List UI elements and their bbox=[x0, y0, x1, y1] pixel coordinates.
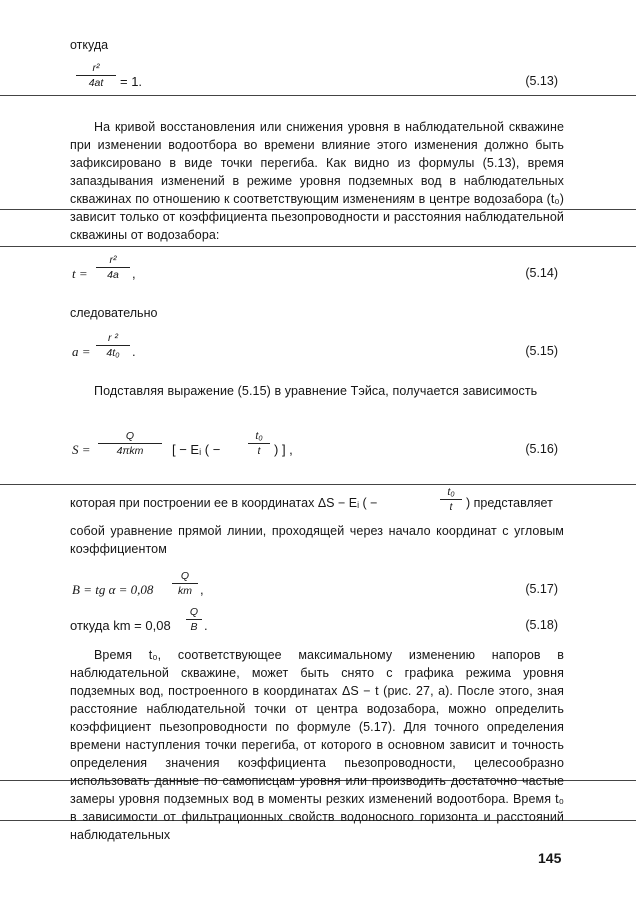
fraction bbox=[96, 254, 130, 281]
fraction-bar bbox=[96, 345, 130, 346]
denominator: 4at bbox=[88, 77, 104, 89]
numerator: Q bbox=[189, 606, 199, 618]
equation-lhs: t = bbox=[72, 266, 88, 281]
equation-rhs: = 1. bbox=[120, 74, 143, 89]
equation-number: (5.16) bbox=[525, 442, 558, 456]
inline-denominator: t bbox=[449, 501, 453, 513]
numerator: r² bbox=[92, 62, 100, 74]
equation-lhs: B = tg α = 0,08 bbox=[72, 582, 154, 597]
paragraph-3: собой уравнение прямой линии, проходящей через начало координат с угловым коэффициентом bbox=[70, 524, 564, 556]
denominator: B bbox=[190, 621, 198, 633]
equation-rhs: . bbox=[204, 618, 208, 633]
fraction-bar bbox=[98, 443, 162, 444]
denominator: 4t₀ bbox=[106, 347, 120, 359]
numerator: Q bbox=[125, 430, 135, 442]
paragraph-3-end: ) представляет bbox=[466, 496, 553, 510]
inner-numerator: t₀ bbox=[255, 430, 263, 442]
page-number: 145 bbox=[538, 850, 562, 866]
paragraph-4: Время t₀, соответствующее максимальному изменению напоров в наблюдательной скважине, может быть снято с графика режима уровня подземных вод, построенного в координатах ΔS − t (рис. 27, а). После этого, зная расстояние наблюдательной точки от центра водозабора, можно определить коэффициент пьезопроводности по формуле (5.17). Для точного определения времени наступления точки перегиба, от которого в основном зависит и точность определения значения коэффициента пьезопроводности, целесообразно использовать данные по самописцам уровня или производить достаточно частые замеры уровня подземных вод в моменты резких изменений водоотбора. Время t₀ в зависимости от фильтрационных свойств водоносного горизонта и расстояний наблюдательных bbox=[70, 648, 564, 842]
equation-lhs: S = bbox=[72, 442, 91, 457]
equation-rhs: , bbox=[132, 266, 136, 281]
equation-number: (5.18) bbox=[525, 618, 558, 632]
equation-number: (5.14) bbox=[525, 266, 558, 280]
fraction bbox=[186, 606, 202, 633]
inner-fraction bbox=[248, 430, 270, 457]
equation-rhs: . bbox=[132, 344, 136, 359]
equation-mid: [ − Eᵢ ( − bbox=[172, 442, 221, 457]
fraction-bar bbox=[440, 499, 462, 500]
denominator: 4a bbox=[107, 269, 119, 281]
equation-5-18 bbox=[70, 606, 564, 646]
inline-numerator: t₀ bbox=[447, 486, 455, 498]
inline-fraction bbox=[440, 486, 462, 513]
equation-5-17 bbox=[70, 568, 564, 608]
numerator: r² bbox=[109, 254, 117, 266]
paragraph-1: На кривой восстановления или снижения уровня в наблюдательной скважине при изменении водоотбора во времени влияние этого изменения должно быть зафиксировано в виде точки перегиба. Как видно из формулы (5.13), время запаздывания изменений в режиме уровня подземных вод в наблюдательных скважинах по отношению к соответствующим изменениям в центре водозабора (t₀) зависит только от коэффициента пьезопроводности и расстояния наблюдательной скважины от водозабора: bbox=[70, 120, 564, 242]
scan-line bbox=[0, 484, 636, 485]
equation-rhs: ) ] , bbox=[274, 442, 293, 457]
fraction-bar bbox=[186, 619, 202, 620]
intro-word: откуда bbox=[70, 38, 109, 52]
equation-number: (5.15) bbox=[525, 344, 558, 358]
equation-5-14 bbox=[70, 252, 564, 292]
scan-line bbox=[0, 246, 636, 247]
equation-5-15 bbox=[70, 330, 564, 370]
fraction-bar bbox=[96, 267, 130, 268]
equation-5-13 bbox=[70, 62, 564, 102]
fraction bbox=[172, 570, 198, 597]
equation-lhs: откуда km = 0,08 bbox=[70, 618, 171, 633]
equation-lhs: a = bbox=[72, 344, 91, 359]
equation-rhs: , bbox=[200, 582, 204, 597]
equation-number: (5.13) bbox=[525, 74, 558, 88]
paragraph-2: Подставляя выражение (5.15) в уравнение Тэйса, получается зависимость bbox=[94, 384, 538, 398]
denominator: km bbox=[178, 585, 192, 597]
fraction bbox=[76, 62, 116, 89]
equation-5-16 bbox=[70, 428, 564, 468]
paragraph-3-start: которая при построении ее в координатах ΔS − Eᵢ ( − bbox=[70, 496, 378, 510]
fraction bbox=[98, 430, 162, 457]
inner-denominator: t bbox=[257, 445, 261, 457]
fraction-bar bbox=[76, 75, 116, 76]
fraction bbox=[96, 332, 130, 359]
numerator: r ² bbox=[108, 332, 118, 344]
fraction-bar bbox=[248, 443, 270, 444]
equation-number: (5.17) bbox=[525, 582, 558, 596]
consequently-word: следовательно bbox=[70, 306, 158, 320]
denominator: 4πkm bbox=[116, 445, 144, 457]
numerator: Q bbox=[180, 570, 190, 582]
fraction-bar bbox=[172, 583, 198, 584]
